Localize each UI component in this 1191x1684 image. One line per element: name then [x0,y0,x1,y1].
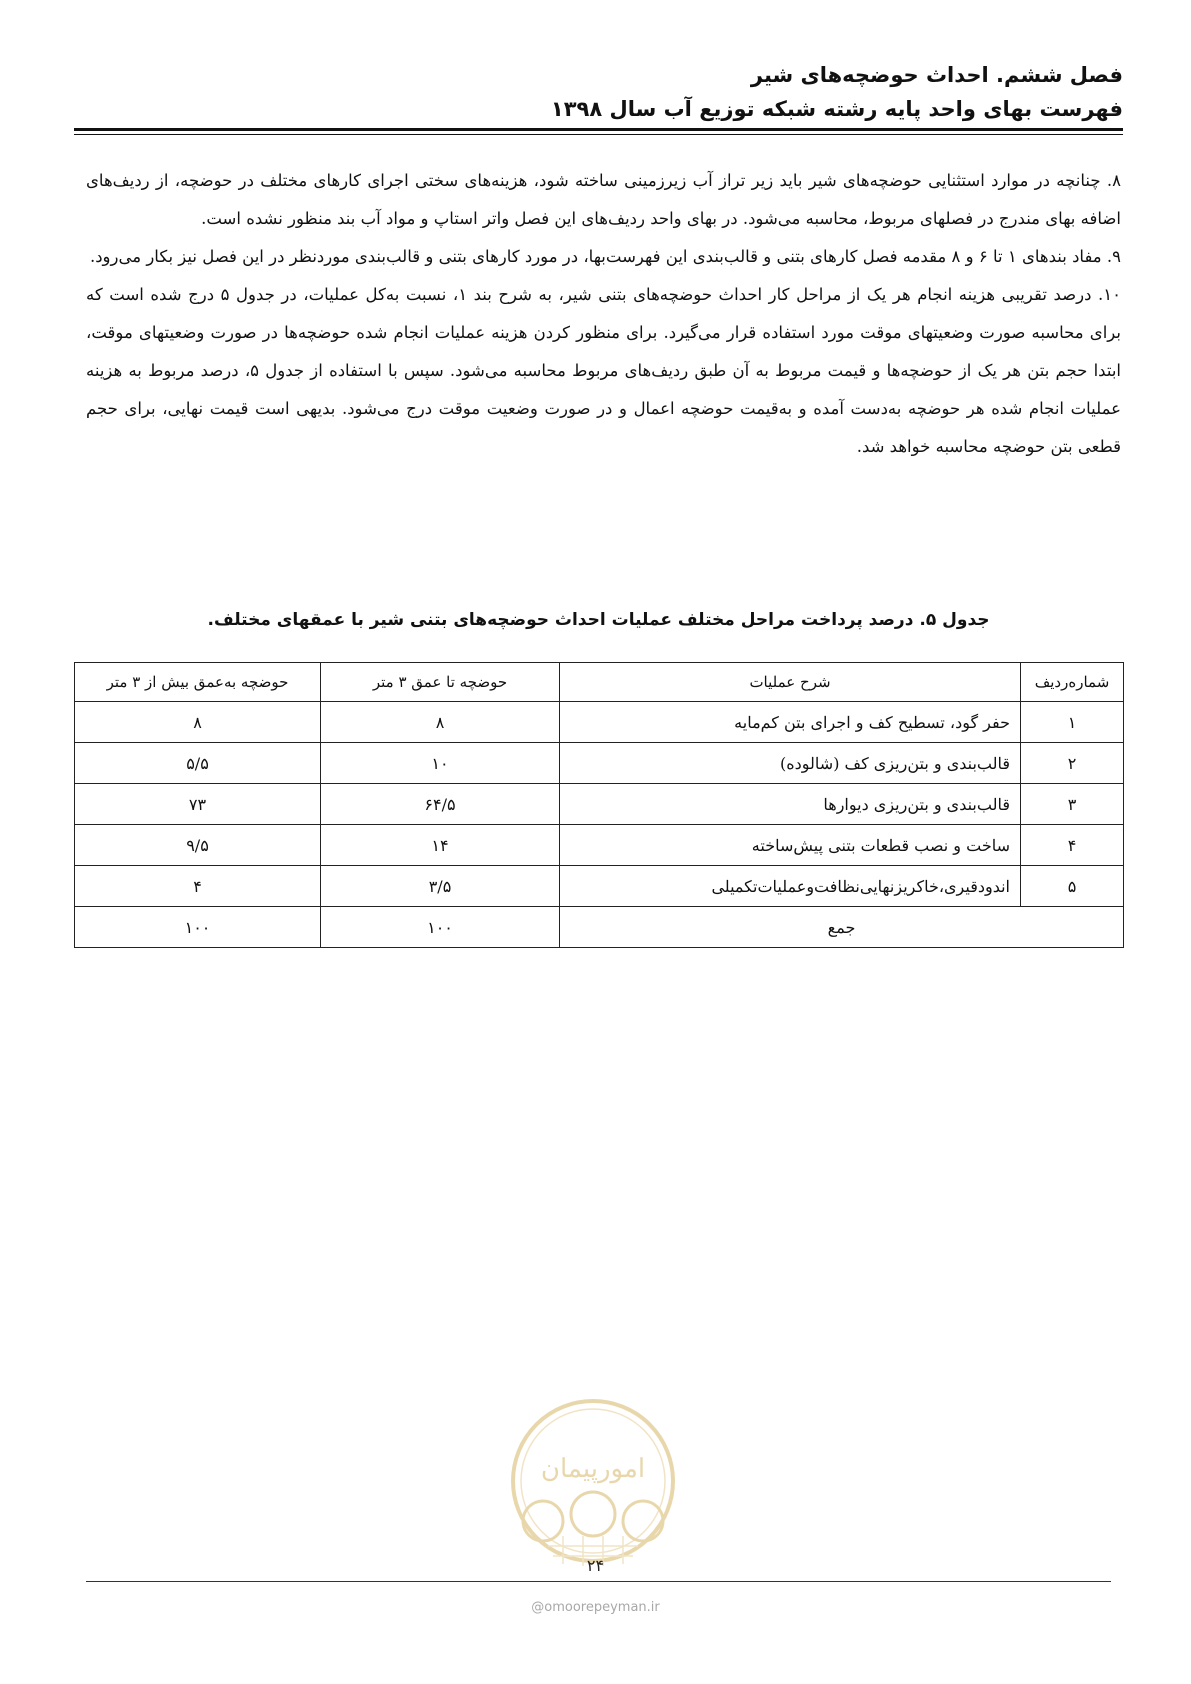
table-row [75,825,1124,866]
header-rule-thin [74,134,1123,135]
percent-over-3m-cell: ۹/۵ [75,825,321,866]
percent-upto-3m-cell: ۳/۵ [321,866,560,907]
total-label-cell: جمع [560,907,1124,948]
percent-upto-3m-cell: ۱۰ [321,743,560,784]
page-number: ۲۴ [586,1556,605,1575]
row-number-cell: ۵ [1021,866,1124,907]
percent-upto-3m-cell: ۶۴/۵ [321,784,560,825]
footer-rule [86,1581,1111,1582]
chapter-title: فصل ششم. احداث حوضچه‌های شیر [750,63,1123,87]
header-row-number: شماره‌ردیف [1021,663,1124,702]
percent-over-3m-cell: ۸ [75,702,321,743]
paragraph-10: ۱۰. درصد تقریبی هزینه انجام هر یک از مراحل کار احداث حوضچه‌های بتنی شیر، به شرح بند ۱، نسبت به‌کل عملیات، در جدول ۵ درج شده است که برای محاسبه صورت وضعیتهای موقت مورد استفاده قرار می‌گیرد. برای منظور کردن هزینه عملیات انجام شده حوضچه‌ها در صورت وضعیتهای موقت، ابتدا حجم بتن هر یک از حوضچه‌ها و قیمت مربوط به آن طبق ردیف‌های مربوط محاسبه می‌شود. سپس با استفاده از جدول ۵، درصد مربوط به هزینه عملیات انجام شده هر حوضچه به‌دست آمده و به‌قیمت حوضچه اعمال و در صورت وضعیت موقت درج می‌شود. بدیهی است قیمت نهایی، برای حجم قطعی بتن حوضچه محاسبه خواهد شد. [86,285,1121,456]
table-total-row [75,907,1124,948]
description-cell: ساخت و نصب قطعات بتنی پیش‌ساخته [560,825,1021,866]
row-number-cell: ۲ [1021,743,1124,784]
document-title: فهرست بهای واحد پایه رشته شبکه توزیع آب سال ۱۳۹۸ [550,97,1123,121]
header-description: شرح عملیات [560,663,1021,702]
total-over-3m-cell: ۱۰۰ [75,907,321,948]
watermark-url: @omoorepeyman.ir [531,1600,660,1615]
paragraph-8: ۸. چنانچه در موارد استثنایی حوضچه‌های شیر باید زیر تراز آب زیرزمینی ساخته شود، هزینه‌های سختی اجرای کارهای مختلف در حوضچه، از ردیف‌های اضافه بهای مندرج در فصلهای مربوط، محاسبه می‌شود. در بهای واحد ردیف‌های این فصل واتر استاپ و مواد آب بند منظور نشده است. [86,171,1121,228]
table-caption: جدول ۵. درصد پرداخت مراحل مختلف عملیات احداث حوضچه‌های بتنی شیر با عمقهای مختلف. [207,610,990,630]
description-cell: حفر گود، تسطیح کف و اجرای بتن کم‌مایه [560,702,1021,743]
header-rule-thick [74,128,1123,131]
page-header [69,58,1123,126]
table-row [75,743,1124,784]
row-number-cell: ۴ [1021,825,1124,866]
percent-over-3m-cell: ۴ [75,866,321,907]
table-header-row [75,663,1124,702]
stamp-text: امورپیمان [540,1454,646,1484]
header-depth-over-3m: حوضچه به‌عمق بیش از ۳ متر [75,663,321,702]
header-depth-upto-3m: حوضچه تا عمق ۳ متر [321,663,560,702]
description-cell: قالب‌بندی و بتن‌ریزی دیوارها [560,784,1021,825]
row-number-cell: ۱ [1021,702,1124,743]
description-cell: اندودقیری،خاکریزنهایی‌نظافت‌وعملیات‌تکمیلی [560,866,1021,907]
table-row [75,702,1124,743]
percent-over-3m-cell: ۵/۵ [75,743,321,784]
row-number-cell: ۳ [1021,784,1124,825]
percent-upto-3m-cell: ۸ [321,702,560,743]
description-cell: قالب‌بندی و بتن‌ریزی کف (شالوده) [560,743,1021,784]
table-row [75,866,1124,907]
percent-upto-3m-cell: ۱۴ [321,825,560,866]
table-row [75,784,1124,825]
body-text [86,162,1121,466]
total-upto-3m-cell: ۱۰۰ [321,907,560,948]
paragraph-9: ۹. مفاد بندهای ۱ تا ۶ و ۸ مقدمه فصل کارهای بتنی و قالب‌بندی این فهرست‌بها، در مورد کارهای بتنی و قالب‌بندی موردنظر در این فصل نیز بکار می‌رود. [89,247,1121,266]
percent-over-3m-cell: ۷۳ [75,784,321,825]
operations-table [74,662,1124,948]
